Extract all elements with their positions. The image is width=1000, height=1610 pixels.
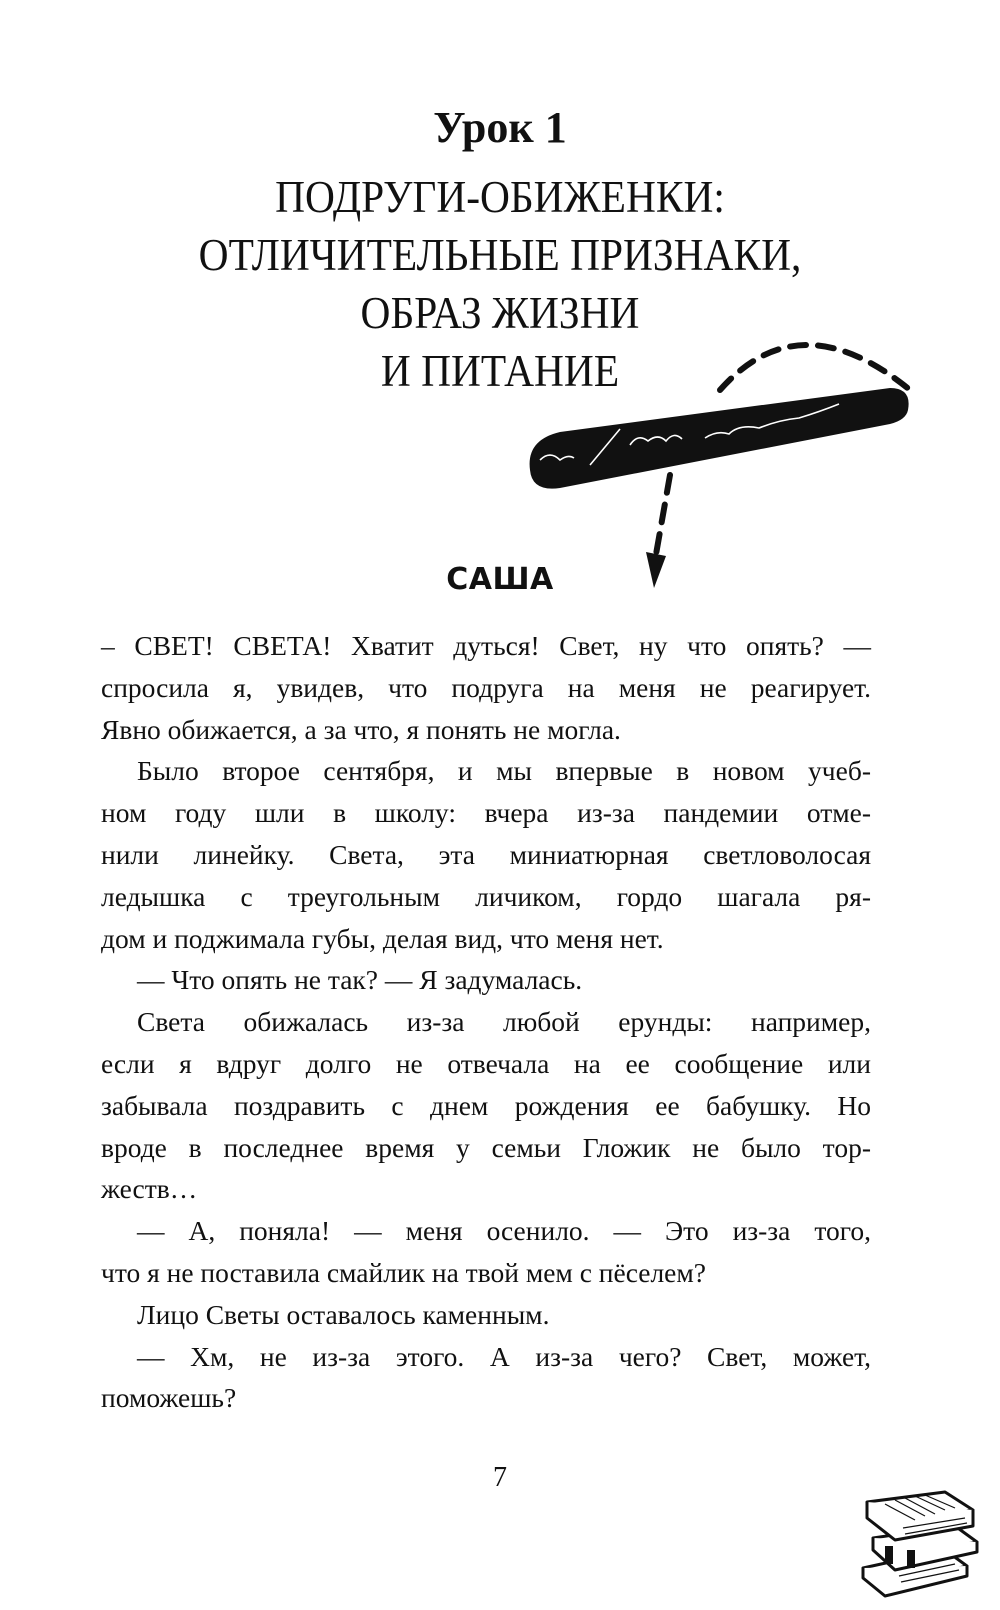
text-line: дом и поджимала губы, делая вид, что меня нет. xyxy=(101,922,664,954)
lesson-number: Урок 1 xyxy=(433,103,567,152)
paragraph xyxy=(101,750,871,959)
text-line: нили линейку. Света, эта миниатюрная светловолосая xyxy=(101,838,871,870)
text-line: Лицо Светы оставалось каменным. xyxy=(137,1298,550,1330)
paragraph xyxy=(101,1294,871,1336)
paragraph xyxy=(101,1210,871,1294)
text-line: что я не поставила смайлик на твой мем с пёселем? xyxy=(101,1256,706,1288)
text-line: — Что опять не так? — Я задумалась. xyxy=(137,964,583,996)
text-line: Света обижалась из-за любой ерунды: например, xyxy=(137,1006,871,1038)
stack-of-books-icon xyxy=(855,1480,985,1600)
section-heading: САША xyxy=(446,562,554,597)
paragraph xyxy=(101,1001,871,1210)
paragraph xyxy=(101,1336,871,1420)
text-line: жеств… xyxy=(101,1173,198,1205)
chapter-title-line: ПОДРУГИ-ОБИЖЕНКИ: xyxy=(275,172,725,222)
text-line: забывала поздравить с днем рождения ее бабушку. Но xyxy=(101,1089,871,1121)
text-line: ном году шли в школу: вчера из-за пандемии отме- xyxy=(101,797,871,829)
text-line: Было второе сентября, и мы впервые в новом учеб- xyxy=(137,755,871,787)
text-line: поможешь? xyxy=(101,1382,237,1414)
chapter-title-line: ОТЛИЧИТЕЛЬНЫЕ ПРИЗНАКИ, xyxy=(198,230,802,280)
text-line: вроде в последнее время у семьи Гложик не было тор- xyxy=(101,1131,871,1163)
text-line: — А, поняла! — меня осенило. — Это из-за того, xyxy=(137,1215,871,1247)
text-line: – СВЕТ! СВЕТА! Хватит дуться! Свет, ну что опять? — xyxy=(101,630,871,661)
page-number: 7 xyxy=(493,1462,507,1493)
text-line: — Хм, не из-за этого. А из-за чего? Свет, может, xyxy=(137,1340,871,1372)
text-line: если я вдруг долго не отвечала на ее сообщение или xyxy=(101,1047,871,1079)
paragraph xyxy=(101,959,871,1001)
chapter-title-line: И ПИТАНИЕ xyxy=(380,346,620,396)
text-line: спросила я, увидев, что подруга на меня не реагирует. xyxy=(101,671,871,703)
chapter-title-line: ОБРАЗ ЖИЗНИ xyxy=(360,288,640,338)
body-text xyxy=(101,625,871,1419)
paragraph xyxy=(101,625,871,750)
text-line: Явно обижается, а за что, я понять не могла. xyxy=(101,713,621,745)
text-line: ледышка с треугольным личиком, гордо шагала ря- xyxy=(101,880,871,912)
